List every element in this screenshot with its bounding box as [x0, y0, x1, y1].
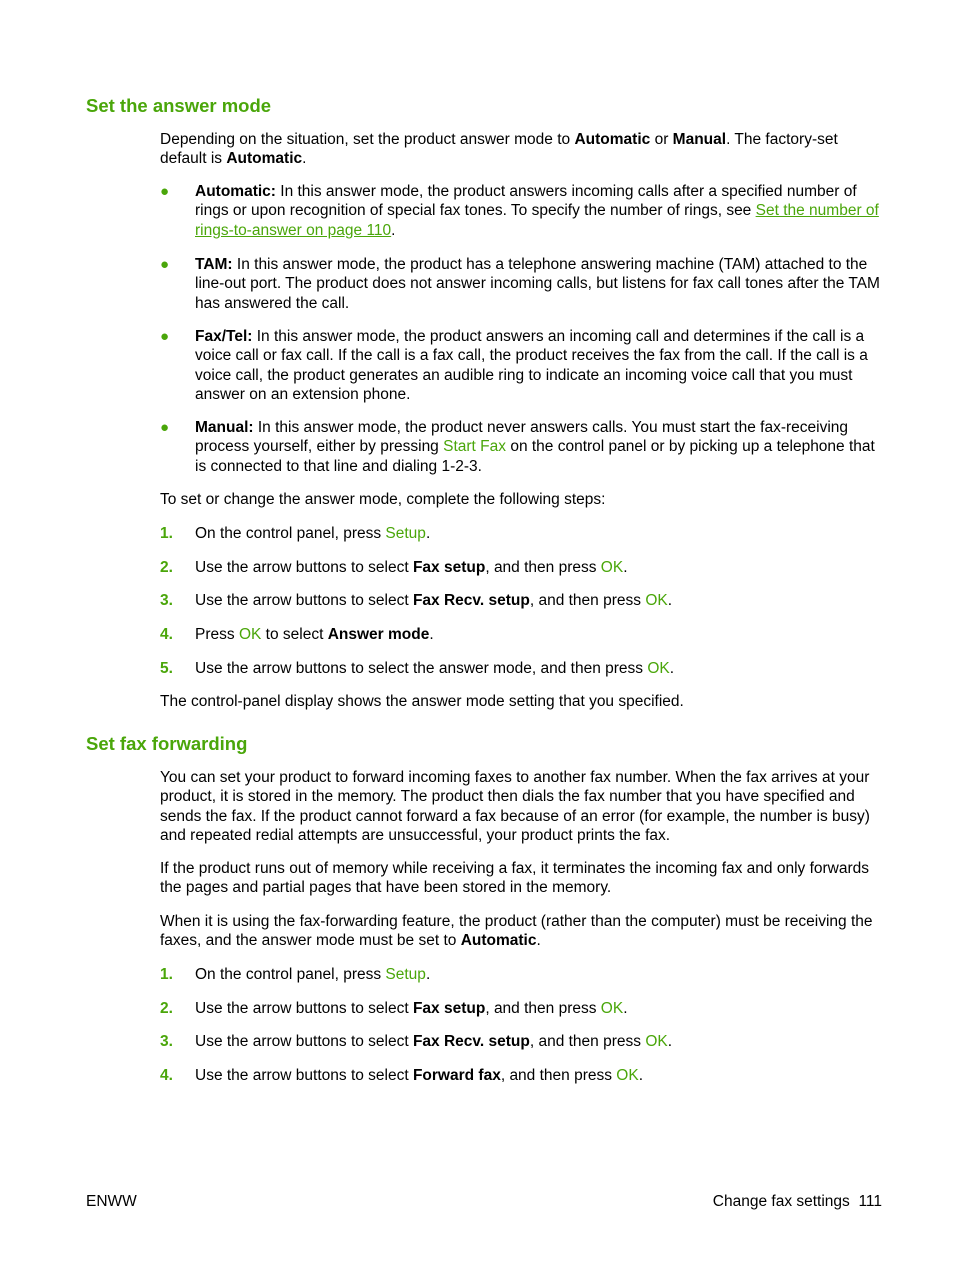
- bullet-label: Fax/Tel:: [195, 328, 253, 345]
- step-item: [160, 591, 882, 611]
- ok-key: OK: [645, 592, 668, 609]
- step-bold: Fax setup: [412, 1000, 486, 1017]
- ok-key: OK: [647, 660, 670, 677]
- forwarding-paragraph-2: If the product runs out of memory while receiving a fax, it terminates the incoming fax and only forwards the pages and partial pages that have been stored in the memory.: [160, 860, 870, 897]
- intro-text: Depending on the situation, set the product answer mode to: [160, 131, 575, 148]
- step-number: 3.: [160, 592, 173, 609]
- step-text: , and then press: [485, 1000, 601, 1017]
- ok-key: OK: [238, 626, 262, 643]
- bullet-text: In this answer mode, the product has a telephone answering machine (TAM) attached to the line-out port. The product does not answer incoming calls, but listens for fax call tones after the TAM has answered the call.: [195, 256, 880, 312]
- closing-paragraph: The control-panel display shows the answer mode setting that you specified.: [160, 693, 684, 710]
- step-number: 4.: [160, 1067, 173, 1084]
- step-text: .: [669, 660, 675, 677]
- intro-bold-automatic: Automatic: [574, 131, 651, 148]
- step-item: [160, 1066, 882, 1086]
- step-text: .: [623, 1000, 628, 1017]
- bullet-dot-icon: ●: [160, 183, 170, 200]
- bullet-text: on the control panel or by picking up a telephone that is connected to that line and dialing 1-2-3.: [195, 438, 875, 475]
- bullet-dot-icon: ●: [160, 419, 170, 436]
- intro-text: or: [650, 131, 673, 148]
- step-text: .: [667, 1033, 673, 1050]
- step-number: 5.: [160, 660, 173, 677]
- step-text: Use the arrow buttons to select: [195, 1000, 413, 1017]
- step-text: .: [429, 626, 434, 643]
- forwarding-paragraph-3: [160, 912, 882, 951]
- step-text: Use the arrow buttons to select: [195, 559, 413, 576]
- rings-to-answer-link[interactable]: Set the number of rings-to-answer on page 110: [195, 202, 879, 239]
- step-number: 1.: [160, 525, 173, 542]
- step-bold: Fax setup: [412, 559, 486, 576]
- section-heading-answer-mode: Set the answer mode: [86, 95, 272, 116]
- step-text: Press: [195, 626, 239, 643]
- bullet-tam: [160, 255, 882, 315]
- bullet-text: In this answer mode, the product answers an incoming call and determines if the call is a voice call or fax call. If the call is a fax call, the product receives the fax from the call. If the call is a voice call, the product generates an audible ring to indicate an incoming voice call that you must answer on an extension phone.: [195, 328, 868, 403]
- intro-paragraph: [160, 130, 882, 169]
- ok-key: OK: [645, 1033, 668, 1050]
- setup-key: Setup: [385, 966, 426, 983]
- step-bold: Fax Recv. setup: [412, 592, 530, 609]
- bullet-fax-tel: [160, 327, 882, 407]
- footer-left: ENWW: [86, 1193, 137, 1210]
- step-item: [160, 625, 882, 645]
- page-number: 111: [858, 1193, 882, 1210]
- para-text: .: [536, 932, 541, 950]
- step-text: , and then press: [500, 1067, 617, 1084]
- step-text: On the control panel, press: [195, 525, 386, 542]
- bullet-automatic: [160, 182, 882, 242]
- intro-text: .: [302, 150, 307, 168]
- bullet-text: .: [391, 221, 396, 239]
- ok-key: OK: [616, 1067, 639, 1084]
- step-item: [160, 999, 882, 1019]
- bullet-text: In this answer mode, the product never answers calls. You must start the fax-receiving process yourself, either by pressing: [195, 419, 849, 456]
- intro-bold-manual: Manual: [672, 131, 727, 148]
- ok-key: OK: [600, 559, 624, 576]
- step-text: to select: [261, 626, 328, 643]
- step-item: [160, 524, 882, 544]
- intro-text: . The factory-set default is: [160, 131, 838, 168]
- step-text: , and then press: [485, 559, 601, 576]
- step-bold: Fax Recv. setup: [412, 1033, 530, 1050]
- intro-bold-automatic-default: Automatic: [226, 150, 303, 168]
- steps-intro: To set or change the answer mode, complete the following steps:: [160, 491, 606, 508]
- section-heading-fax-forwarding: Set fax forwarding: [86, 733, 248, 754]
- step-text: .: [425, 966, 431, 983]
- step-number: 3.: [160, 1033, 173, 1050]
- start-fax-key: Start Fax: [443, 438, 507, 456]
- step-item: [160, 965, 882, 985]
- bullet-text: In this answer mode, the product answers incoming calls after a specified number of rings or upon recognition of special fax tones. To specify the number of rings, see: [195, 183, 857, 220]
- step-number: 4.: [160, 626, 173, 643]
- step-bold: Answer mode: [327, 626, 430, 643]
- step-text: , and then press: [529, 1033, 646, 1050]
- bullet-label: TAM:: [195, 256, 233, 273]
- step-bold: Forward fax: [412, 1067, 501, 1084]
- step-number: 1.: [160, 966, 173, 983]
- bullet-dot-icon: ●: [160, 328, 170, 345]
- para-text: When it is using the fax-forwarding feature, the product (rather than the computer) must be receiving the faxes, and the answer mode must be set to: [160, 913, 873, 950]
- forwarding-paragraph-1: You can set your product to forward incoming faxes to another fax number. When the fax arrives at your product, it is stored in the memory. The product then dials the fax number that you have specified and sends the fax. If the product cannot forward a fax because of an error (for example, the number is busy) and repeated redial attempts are unsuccessful, your product prints the fax.: [160, 769, 870, 844]
- bullet-label: Automatic:: [195, 183, 276, 200]
- step-text: On the control panel, press: [195, 966, 386, 983]
- setup-key: Setup: [385, 525, 426, 542]
- step-text: .: [638, 1067, 644, 1084]
- step-text: .: [623, 559, 628, 576]
- step-text: .: [667, 592, 673, 609]
- para-bold-automatic: Automatic: [460, 932, 537, 950]
- step-number: 2.: [160, 1000, 173, 1017]
- footer-right: [713, 1193, 882, 1211]
- bullet-dot-icon: ●: [160, 256, 170, 273]
- bullet-manual: [160, 418, 882, 478]
- step-item: [160, 1032, 882, 1052]
- step-text: Use the arrow buttons to select the answer mode, and then press: [195, 660, 648, 677]
- step-text: Use the arrow buttons to select: [195, 592, 413, 609]
- step-text: .: [425, 525, 431, 542]
- step-number: 2.: [160, 559, 173, 576]
- step-item: [160, 558, 882, 578]
- ok-key: OK: [600, 1000, 624, 1017]
- step-text: Use the arrow buttons to select: [195, 1067, 413, 1084]
- footer-section-title: Change fax settings: [712, 1193, 850, 1210]
- step-text: , and then press: [529, 592, 646, 609]
- bullet-label: Manual:: [195, 419, 254, 436]
- step-text: Use the arrow buttons to select: [195, 1033, 413, 1050]
- step-item: [160, 659, 882, 679]
